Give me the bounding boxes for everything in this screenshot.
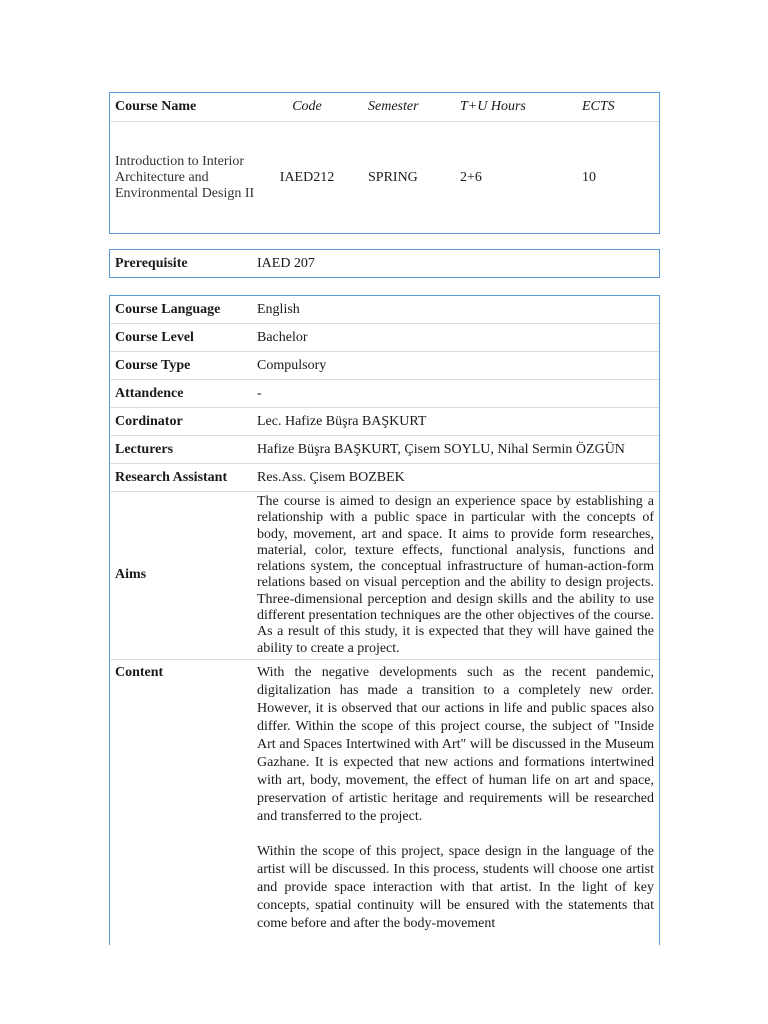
prerequisite-label: Prerequisite	[115, 255, 188, 271]
coordinator-value: Lec. Hafize Büşra BAŞKURT	[252, 408, 659, 436]
detail-row-lecturers	[110, 436, 659, 464]
level-value: Bachelor	[252, 324, 659, 352]
prerequisite-table	[109, 249, 660, 278]
hours-value: 2+6	[460, 169, 482, 185]
ects-value: 10	[582, 169, 596, 185]
attendance-value: -	[252, 380, 659, 408]
header-code: Code	[260, 93, 354, 122]
attendance-label: Attandence	[110, 380, 252, 408]
detail-row-aims	[110, 492, 659, 660]
coordinator-label: Cordinator	[110, 408, 252, 436]
detail-row-level	[110, 324, 659, 352]
header-ects: ECTS	[572, 93, 659, 122]
header-semester: Semester	[354, 93, 448, 122]
lecturers-value: Hafize Büşra BAŞKURT, Çisem SOYLU, Nihal Sermin ÖZGÜN	[252, 436, 659, 464]
course-row	[110, 122, 659, 234]
course-details-table	[109, 295, 660, 945]
content-text	[252, 659, 659, 950]
detail-row-language	[110, 296, 659, 324]
course-name-value: Introduction to Interior Architecture and Environmental Design II	[115, 153, 255, 201]
course-code-value: IAED212	[279, 169, 335, 185]
content-paragraph: Within the scope of this project, space design in the language of the artist will be discussed. In this process, students will choose one artist and provide space interaction with that artist. In the light of key concepts, spatial continuity will be ensured with the statements that come before and after the body-movement	[257, 843, 654, 931]
research-assistant-label: Research Assistant	[110, 464, 252, 492]
table-header-row	[110, 93, 659, 122]
research-assistant-value: Res.Ass. Çisem BOZBEK	[252, 464, 659, 492]
language-value: English	[252, 296, 659, 324]
header-hours: T+U Hours	[448, 93, 572, 122]
prerequisite-value: IAED 207	[257, 255, 315, 271]
detail-row-coordinator	[110, 408, 659, 436]
type-value: Compulsory	[252, 352, 659, 380]
detail-row-type	[110, 352, 659, 380]
lecturers-label: Lecturers	[110, 436, 252, 464]
language-label: Course Language	[110, 296, 252, 324]
detail-row-research-assistant	[110, 464, 659, 492]
detail-row-attendance	[110, 380, 659, 408]
prerequisite-row	[110, 250, 659, 277]
aims-text: The course is aimed to design an experience space by establishing a relationship with a public space in particular with the concepts of body, movement, art and space. It aims to provide form researches, material, color, texture effects, functional analysis, functions and relations system, the conceptual infrastructure of human-action-form relations based on visual perception and the ability to design projects. Three-dimensional perception and design skills and the ability to use different presentation techniques are the other objectives of the course. As a result of this study, it is expected that they will have gained the ability to create a project.	[252, 492, 659, 660]
type-label: Course Type	[110, 352, 252, 380]
content-label: Content	[115, 664, 164, 680]
header-course-name: Course Name	[110, 93, 260, 122]
detail-row-content	[110, 659, 659, 950]
semester-value: SPRING	[368, 169, 418, 185]
course-summary-table	[109, 92, 660, 234]
level-label: Course Level	[110, 324, 252, 352]
aims-label: Aims	[110, 492, 252, 660]
content-paragraph: With the negative developments such as the recent pandemic, digitalization has made a transition to a completely new order. However, it is observed that our actions in life and public spaces also differ. Within the scope of this project course, the subject of "Inside Art and Spaces Intertwined with Art" will be discussed in the Museum Gazhane. It is expected that new actions and formations intertwined with art, body, movement, the effect of human life on art and space, preservation of artistic heritage and requirements will be researched and transferred to the project.	[257, 664, 654, 824]
